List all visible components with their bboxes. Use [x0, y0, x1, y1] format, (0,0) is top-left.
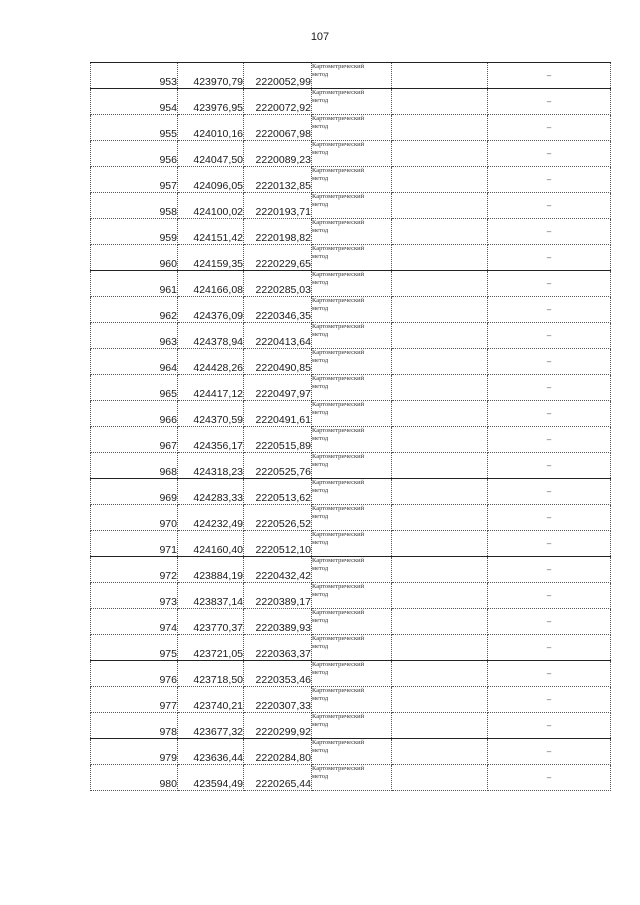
table-row: [91, 349, 611, 375]
dash-cell: –: [488, 89, 611, 115]
method-line-1: Картометрический: [312, 115, 365, 122]
dash-cell: –: [488, 401, 611, 427]
method-line-2: метод: [312, 357, 329, 364]
point-number: 980: [91, 765, 178, 791]
point-number: 972: [91, 557, 178, 583]
empty-cell: [392, 323, 488, 349]
method-cell: [312, 375, 392, 401]
coordinate-y: 2220346,35: [244, 297, 312, 323]
coordinate-y: 2220132,85: [244, 167, 312, 193]
table-row: [91, 505, 611, 531]
method-cell: [312, 245, 392, 271]
coordinate-x: 424376,09: [178, 297, 244, 323]
coordinate-x: 424151,42: [178, 219, 244, 245]
method-line-1: Картометрический: [312, 63, 365, 70]
table-row: [91, 167, 611, 193]
method-line-2: метод: [312, 669, 329, 676]
coordinate-y: 2220265,44: [244, 765, 312, 791]
coordinate-x: 424428,26: [178, 349, 244, 375]
dash-cell: –: [488, 661, 611, 687]
empty-cell: [392, 245, 488, 271]
table-row: [91, 609, 611, 635]
coordinate-y: 2220363,37: [244, 635, 312, 661]
point-number: 965: [91, 375, 178, 401]
point-number: 954: [91, 89, 178, 115]
coordinate-x: 424100,02: [178, 193, 244, 219]
empty-cell: [392, 349, 488, 375]
coordinate-x: 423837,14: [178, 583, 244, 609]
coordinate-y: 2220526,52: [244, 505, 312, 531]
empty-cell: [392, 687, 488, 713]
point-number: 969: [91, 479, 178, 505]
coordinate-x: 423740,21: [178, 687, 244, 713]
point-number: 979: [91, 739, 178, 765]
point-number: 958: [91, 193, 178, 219]
method-cell: [312, 531, 392, 557]
coordinate-x: 424159,35: [178, 245, 244, 271]
method-line-1: Картометрический: [312, 193, 365, 200]
dash-cell: –: [488, 427, 611, 453]
empty-cell: [392, 453, 488, 479]
method-cell: [312, 219, 392, 245]
method-line-1: Картометрический: [312, 349, 365, 356]
empty-cell: [392, 479, 488, 505]
coordinate-y: 2220285,03: [244, 271, 312, 297]
empty-cell: [392, 401, 488, 427]
dash-cell: –: [488, 115, 611, 141]
table-body: [91, 63, 611, 791]
coordinate-y: 2220299,92: [244, 713, 312, 739]
method-line-1: Картометрический: [312, 479, 365, 486]
table-row: [91, 115, 611, 141]
coordinate-x: 423677,32: [178, 713, 244, 739]
dash-cell: –: [488, 349, 611, 375]
table-row: [91, 661, 611, 687]
coordinates-table: [90, 62, 611, 791]
dash-cell: –: [488, 531, 611, 557]
table-row: [91, 323, 611, 349]
page-number: 107: [310, 31, 330, 43]
table-row: [91, 401, 611, 427]
empty-cell: [392, 531, 488, 557]
method-line-1: Картометрический: [312, 245, 365, 252]
method-line-2: метод: [312, 539, 329, 546]
point-number: 968: [91, 453, 178, 479]
empty-cell: [392, 89, 488, 115]
point-number: 956: [91, 141, 178, 167]
table-row: [91, 557, 611, 583]
point-number: 957: [91, 167, 178, 193]
coordinate-y: 2220089,23: [244, 141, 312, 167]
method-line-2: метод: [312, 487, 329, 494]
method-cell: [312, 713, 392, 739]
method-line-1: Картометрический: [312, 635, 365, 642]
empty-cell: [392, 271, 488, 297]
dash-cell: –: [488, 713, 611, 739]
point-number: 977: [91, 687, 178, 713]
table-row: [91, 89, 611, 115]
method-line-1: Картометрический: [312, 739, 365, 746]
method-cell: [312, 297, 392, 323]
method-cell: [312, 323, 392, 349]
method-line-1: Картометрический: [312, 687, 365, 694]
empty-cell: [392, 609, 488, 635]
coordinate-y: 2220497,97: [244, 375, 312, 401]
table-row: [91, 713, 611, 739]
empty-cell: [392, 375, 488, 401]
coordinate-x: 424096,05: [178, 167, 244, 193]
method-line-1: Картометрический: [312, 609, 365, 616]
coordinate-y: 2220284,80: [244, 739, 312, 765]
empty-cell: [392, 505, 488, 531]
method-cell: [312, 609, 392, 635]
coordinate-y: 2220198,82: [244, 219, 312, 245]
empty-cell: [392, 713, 488, 739]
method-cell: [312, 739, 392, 765]
method-line-2: метод: [312, 97, 329, 104]
table-row: [91, 245, 611, 271]
dash-cell: –: [488, 193, 611, 219]
method-line-2: метод: [312, 591, 329, 598]
method-cell: [312, 635, 392, 661]
method-line-2: метод: [312, 71, 329, 78]
point-number: 955: [91, 115, 178, 141]
table-row: [91, 193, 611, 219]
point-number: 964: [91, 349, 178, 375]
empty-cell: [392, 427, 488, 453]
coordinate-x: 424378,94: [178, 323, 244, 349]
coordinate-y: 2220513,62: [244, 479, 312, 505]
method-line-2: метод: [312, 175, 329, 182]
method-cell: [312, 89, 392, 115]
dash-cell: –: [488, 505, 611, 531]
empty-cell: [392, 63, 488, 89]
coordinate-x: 424010,16: [178, 115, 244, 141]
dash-cell: –: [488, 583, 611, 609]
dash-cell: –: [488, 141, 611, 167]
table-row: [91, 453, 611, 479]
table-row: [91, 297, 611, 323]
coordinate-x: 423718,50: [178, 661, 244, 687]
table-row: [91, 219, 611, 245]
method-cell: [312, 479, 392, 505]
coordinate-x: 423770,37: [178, 609, 244, 635]
empty-cell: [392, 557, 488, 583]
method-cell: [312, 271, 392, 297]
coordinate-y: 2220353,46: [244, 661, 312, 687]
method-line-2: метод: [312, 383, 329, 390]
method-line-1: Картометрический: [312, 141, 365, 148]
method-line-1: Картометрический: [312, 375, 365, 382]
empty-cell: [392, 219, 488, 245]
method-line-2: метод: [312, 643, 329, 650]
coordinate-y: 2220307,33: [244, 687, 312, 713]
coordinate-y: 2220193,71: [244, 193, 312, 219]
coordinate-y: 2220525,76: [244, 453, 312, 479]
point-number: 967: [91, 427, 178, 453]
table-row: [91, 765, 611, 791]
method-line-1: Картометрический: [312, 505, 365, 512]
coordinate-y: 2220072,92: [244, 89, 312, 115]
dash-cell: –: [488, 557, 611, 583]
method-line-2: метод: [312, 409, 329, 416]
method-cell: [312, 453, 392, 479]
point-number: 963: [91, 323, 178, 349]
coordinate-x: 423884,19: [178, 557, 244, 583]
dash-cell: –: [488, 479, 611, 505]
dash-cell: –: [488, 635, 611, 661]
method-cell: [312, 661, 392, 687]
method-line-2: метод: [312, 279, 329, 286]
method-line-2: метод: [312, 695, 329, 702]
method-line-1: Картометрический: [312, 427, 365, 434]
point-number: 974: [91, 609, 178, 635]
coordinate-x: 424318,23: [178, 453, 244, 479]
coordinate-x: 423636,44: [178, 739, 244, 765]
method-line-2: метод: [312, 721, 329, 728]
coordinate-y: 2220512,10: [244, 531, 312, 557]
method-cell: [312, 193, 392, 219]
empty-cell: [392, 193, 488, 219]
coordinate-x: 423976,95: [178, 89, 244, 115]
method-line-1: Картометрический: [312, 661, 365, 668]
method-line-1: Картометрический: [312, 297, 365, 304]
method-line-1: Картометрический: [312, 713, 365, 720]
method-cell: [312, 427, 392, 453]
coordinate-x: 424166,08: [178, 271, 244, 297]
coordinate-x: 424283,33: [178, 479, 244, 505]
empty-cell: [392, 167, 488, 193]
point-number: 976: [91, 661, 178, 687]
method-cell: [312, 349, 392, 375]
method-cell: [312, 167, 392, 193]
coordinate-y: 2220067,98: [244, 115, 312, 141]
point-number: 971: [91, 531, 178, 557]
method-cell: [312, 583, 392, 609]
method-cell: [312, 63, 392, 89]
point-number: 960: [91, 245, 178, 271]
table-row: [91, 427, 611, 453]
table-row: [91, 141, 611, 167]
dash-cell: –: [488, 375, 611, 401]
method-cell: [312, 687, 392, 713]
dash-cell: –: [488, 687, 611, 713]
point-number: 973: [91, 583, 178, 609]
empty-cell: [392, 739, 488, 765]
empty-cell: [392, 115, 488, 141]
point-number: 978: [91, 713, 178, 739]
method-line-1: Картометрический: [312, 765, 365, 772]
method-line-2: метод: [312, 227, 329, 234]
coordinate-y: 2220515,89: [244, 427, 312, 453]
point-number: 961: [91, 271, 178, 297]
method-line-2: метод: [312, 123, 329, 130]
method-line-2: метод: [312, 565, 329, 572]
method-cell: [312, 401, 392, 427]
coordinate-y: 2220413,64: [244, 323, 312, 349]
coordinate-y: 2220491,61: [244, 401, 312, 427]
method-cell: [312, 141, 392, 167]
empty-cell: [392, 583, 488, 609]
empty-cell: [392, 635, 488, 661]
coordinate-x: 424160,40: [178, 531, 244, 557]
coordinate-x: 423721,05: [178, 635, 244, 661]
table-row: [91, 271, 611, 297]
table-row: [91, 479, 611, 505]
dash-cell: –: [488, 609, 611, 635]
coordinate-x: 423594,49: [178, 765, 244, 791]
method-line-1: Картометрический: [312, 583, 365, 590]
dash-cell: –: [488, 63, 611, 89]
coordinate-y: 2220490,85: [244, 349, 312, 375]
coordinate-y: 2220389,93: [244, 609, 312, 635]
method-cell: [312, 765, 392, 791]
point-number: 953: [91, 63, 178, 89]
method-line-2: метод: [312, 435, 329, 442]
coordinate-x: 424417,12: [178, 375, 244, 401]
point-number: 966: [91, 401, 178, 427]
method-line-1: Картометрический: [312, 531, 365, 538]
coordinate-x: 424356,17: [178, 427, 244, 453]
dash-cell: –: [488, 167, 611, 193]
method-line-2: метод: [312, 747, 329, 754]
method-line-2: метод: [312, 149, 329, 156]
empty-cell: [392, 297, 488, 323]
coordinate-x: 424232,49: [178, 505, 244, 531]
table-row: [91, 635, 611, 661]
coordinate-y: 2220052,99: [244, 63, 312, 89]
method-line-2: метод: [312, 461, 329, 468]
method-line-2: метод: [312, 773, 329, 780]
table-row: [91, 531, 611, 557]
coordinate-y: 2220389,17: [244, 583, 312, 609]
dash-cell: –: [488, 219, 611, 245]
method-line-1: Картометрический: [312, 323, 365, 330]
point-number: 962: [91, 297, 178, 323]
point-number: 959: [91, 219, 178, 245]
method-line-1: Картометрический: [312, 557, 365, 564]
method-line-2: метод: [312, 617, 329, 624]
method-line-2: метод: [312, 253, 329, 260]
empty-cell: [392, 141, 488, 167]
table-row: [91, 583, 611, 609]
method-line-1: Картометрический: [312, 89, 365, 96]
dash-cell: –: [488, 765, 611, 791]
point-number: 970: [91, 505, 178, 531]
dash-cell: –: [488, 245, 611, 271]
method-line-1: Картометрический: [312, 401, 365, 408]
method-line-2: метод: [312, 305, 329, 312]
method-line-2: метод: [312, 331, 329, 338]
method-cell: [312, 505, 392, 531]
dash-cell: –: [488, 739, 611, 765]
method-line-2: метод: [312, 513, 329, 520]
empty-cell: [392, 661, 488, 687]
point-number: 975: [91, 635, 178, 661]
method-line-1: Картометрический: [312, 271, 365, 278]
coordinate-x: 423970,79: [178, 63, 244, 89]
table-row: [91, 63, 611, 89]
coordinate-x: 424370,59: [178, 401, 244, 427]
method-line-1: Картометрический: [312, 219, 365, 226]
coordinate-x: 424047,50: [178, 141, 244, 167]
table-row: [91, 739, 611, 765]
method-line-2: метод: [312, 201, 329, 208]
dash-cell: –: [488, 323, 611, 349]
method-cell: [312, 115, 392, 141]
coordinate-y: 2220229,65: [244, 245, 312, 271]
dash-cell: –: [488, 453, 611, 479]
coordinate-y: 2220432,42: [244, 557, 312, 583]
method-cell: [312, 557, 392, 583]
empty-cell: [392, 765, 488, 791]
dash-cell: –: [488, 297, 611, 323]
method-line-1: Картометрический: [312, 167, 365, 174]
dash-cell: –: [488, 271, 611, 297]
method-line-1: Картометрический: [312, 453, 365, 460]
table-row: [91, 687, 611, 713]
table-row: [91, 375, 611, 401]
